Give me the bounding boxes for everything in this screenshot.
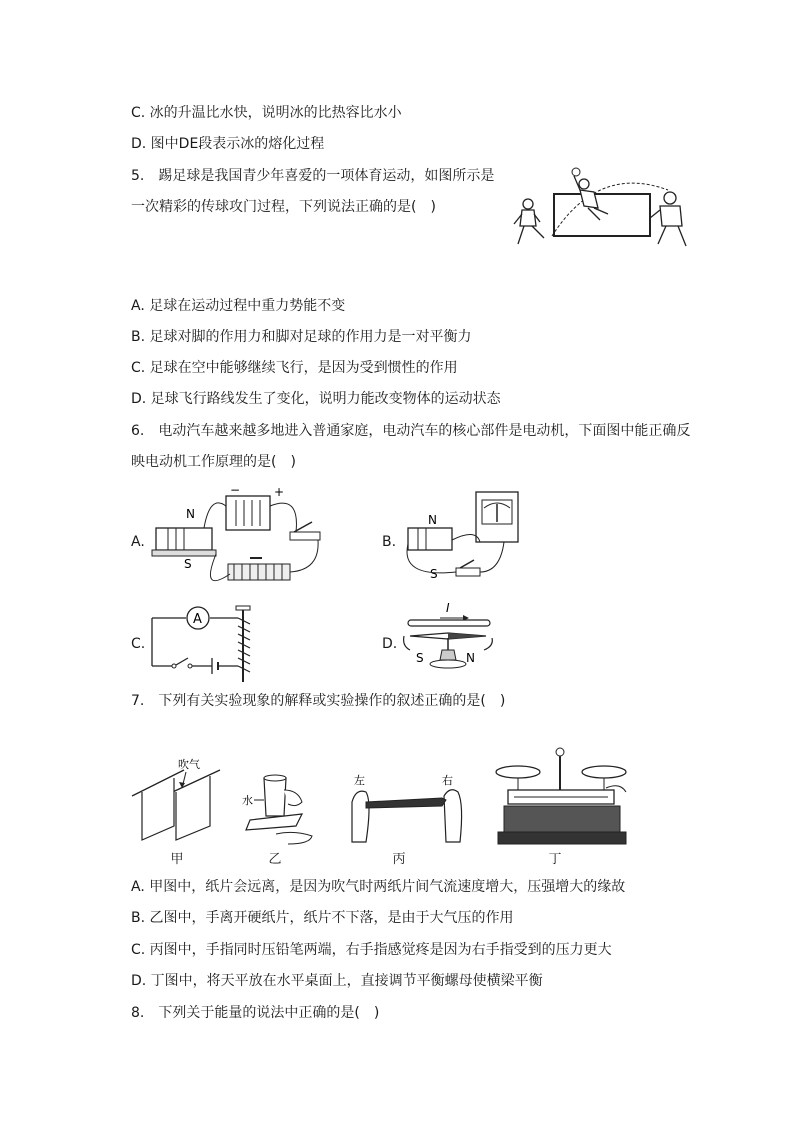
q7-option-d: D. 丁图中，将天平放在水平桌面上，直接调节平衡螺母使横梁平衡 bbox=[131, 973, 543, 989]
q7-figure-bing bbox=[346, 772, 468, 846]
wire bbox=[408, 620, 490, 626]
q6-stem-line2: 映电动机工作原理的是( ) bbox=[131, 454, 296, 470]
compass-s-label: S bbox=[416, 651, 424, 665]
right-pan bbox=[582, 766, 626, 778]
q6-figure-c bbox=[150, 600, 266, 686]
q5-option-c: C. 足球在空中能够继续飞行，是因为受到惯性的作用 bbox=[131, 360, 458, 376]
q7-option-a: A. 甲图中，纸片会远离，是因为吹气时两纸片间气流速度增大，压强增大的缘故 bbox=[131, 879, 626, 895]
left-pan bbox=[496, 766, 540, 778]
water-label: 水 bbox=[242, 794, 253, 807]
q6-stem-line1: 6. 电动汽车越来越多地进入普通家庭，电动汽车的核心部件是电动机，下面图中能正确反 bbox=[131, 423, 691, 439]
magnet-b-n-label: N bbox=[428, 513, 437, 527]
magnet-b bbox=[408, 528, 452, 550]
ammeter-label: A bbox=[193, 612, 202, 627]
kicker-player bbox=[514, 199, 544, 244]
q4-option-c: C. 冰的升温比水快，说明冰的比热容比水小 bbox=[131, 105, 402, 121]
q6-figure-d bbox=[400, 600, 504, 672]
hand-bottom bbox=[276, 832, 312, 844]
right-finger bbox=[444, 790, 462, 842]
current-label: I bbox=[446, 601, 450, 615]
pencil bbox=[366, 798, 446, 808]
hand-top bbox=[284, 790, 302, 806]
battery-minus-sign: − bbox=[230, 484, 241, 497]
magnet-n-label: N bbox=[186, 507, 195, 521]
paper-sheet-left bbox=[142, 778, 174, 840]
q6-label-a: A. bbox=[131, 534, 145, 550]
switch-c bbox=[176, 658, 188, 665]
ball bbox=[572, 168, 580, 176]
q5-stem-line2: 一次精彩的传球攻门过程，下列说法正确的是( ) bbox=[131, 199, 436, 215]
magnet-s-label: S bbox=[184, 557, 192, 571]
q7-stem: 7. 下列有关实验现象的解释或实验操作的叙述正确的是( ) bbox=[131, 693, 506, 709]
caption-ding: 丁 bbox=[548, 852, 562, 867]
header-player bbox=[650, 192, 686, 246]
rheostat bbox=[228, 564, 290, 580]
caption-bing: 丙 bbox=[392, 852, 406, 867]
q8-stem: 8. 下列关于能量的说法中正确的是( ) bbox=[131, 1005, 380, 1021]
q4-option-d: D. 图中DE段表示冰的熔化过程 bbox=[131, 136, 325, 152]
soccer-figure bbox=[508, 164, 696, 260]
q7-figure-ding bbox=[494, 746, 630, 850]
battery-box bbox=[226, 496, 270, 530]
battery-plus-sign: + bbox=[274, 485, 285, 499]
right-label: 右 bbox=[442, 774, 453, 787]
caption-yi: 乙 bbox=[268, 852, 282, 867]
water-cup bbox=[264, 778, 286, 816]
q6-label-b: B. bbox=[382, 534, 397, 550]
q6-figure-a bbox=[150, 484, 330, 596]
left-finger bbox=[352, 791, 369, 842]
blow-label: 吹气 bbox=[178, 758, 200, 771]
compass-n-label: N bbox=[466, 651, 475, 665]
caption-jia: 甲 bbox=[170, 852, 184, 867]
q6-label-d: D. bbox=[382, 636, 398, 652]
left-label: 左 bbox=[354, 774, 365, 787]
goalkeeper bbox=[574, 176, 608, 220]
q7-option-b: B. 乙图中，手离开硬纸片，纸片不下落，是由于大气压的作用 bbox=[131, 910, 514, 926]
q5-option-b: B. 足球对脚的作用力和脚对足球的作用力是一对平衡力 bbox=[131, 329, 472, 345]
magnet-b-s-label: S bbox=[430, 567, 438, 581]
q5-option-d: D. 足球飞行路线发生了变化，说明力能改变物体的运动状态 bbox=[131, 391, 501, 407]
q7-figure-yi bbox=[240, 770, 320, 850]
nail-head bbox=[236, 606, 250, 610]
q6-label-c: C. bbox=[131, 636, 146, 652]
q5-option-a: A. 足球在运动过程中重力势能不变 bbox=[131, 298, 346, 314]
q7-option-c: C. 丙图中，手指同时压铅笔两端，右手指感觉疼是因为右手指受到的压力更大 bbox=[131, 942, 612, 958]
q5-stem-line1: 5. 踢足球是我国青少年喜爱的一项体育运动，如图所示是 bbox=[131, 168, 495, 184]
q6-figure-b bbox=[400, 488, 524, 586]
q7-figure-jia bbox=[128, 754, 224, 850]
